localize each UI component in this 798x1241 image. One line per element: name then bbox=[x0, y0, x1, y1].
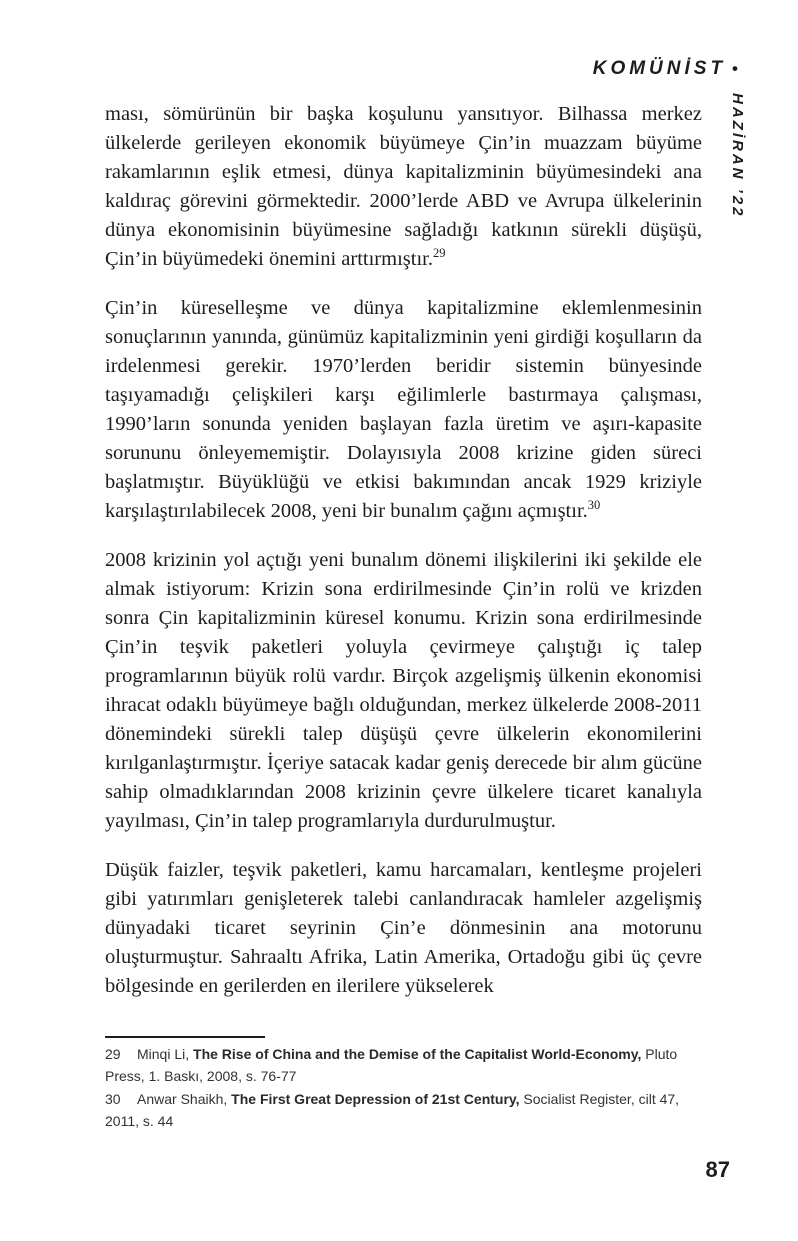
paragraph bbox=[105, 294, 702, 526]
footnote-reference: 30 bbox=[587, 498, 601, 513]
footnotes-section bbox=[105, 1036, 702, 1133]
paragraph-text: Düşük faizler, teşvik paketleri, kamu harcamaları, kentleşme projeleri gibi yatırımları genişleterek talebi canlandıracak hamleler azgelişmiş dünyadaki ticaret seyrinin Çin’e dönmesinin ana motorunu oluşturmuştur. Sahraaltı Afrika, Latin Amerika, Ortadoğu gibi üç çevre bölgesinde en gerilerden en ilerilere yükselerek bbox=[105, 859, 702, 997]
footnote-item bbox=[105, 1088, 702, 1132]
issue-date: HAZİRAN ’22 bbox=[729, 93, 746, 219]
footnote-post-text: Pluto Press, 1. Baskı, 2008, s. 76-77 bbox=[105, 1046, 678, 1084]
footnote-work-title: The First Great Depression of 21st Century, bbox=[231, 1091, 520, 1107]
paragraph bbox=[105, 100, 702, 274]
paragraph bbox=[105, 856, 702, 1001]
bullet-icon: • bbox=[732, 59, 738, 78]
page-number: 87 bbox=[705, 1157, 730, 1182]
paragraph-text: ması, sömürünün bir başka koşulunu yansıtıyor. Bilhassa merkez ülkelerde gerileyen ekonomik büyümeye Çin’in muazzam büyüme rakamlarının eşlik etmesi, dünya kapitalizminin büyümesindeki ana kaldıraç görevini görmektedir. 2000’lerde ABD ve Avrupa ülkelerinin dünya ekonomisinin büyümesine sağladığı katkının sürekli düşüşü, Çin’in büyümedeki önemini arttırmıştır. bbox=[105, 103, 702, 270]
footnote-reference: 29 bbox=[432, 246, 446, 261]
paragraph-text: Çin’in küreselleşme ve dünya kapitalizmine eklemlenmesinin sonuçlarının yanında, günümüz kapitalizminin yeni girdiği koşulların da irdelenmesi gerekir. 1970’lerden beridir sistemin bünyesinde taşıyamadığı çelişkileri karşı eğilimlerle bastırmaya çalışması, 1990’ların sonunda yeniden başlayan fazla üretim ve aşırı-kapasite sorununu önleyememiştir. Dolayısıyla 2008 krizine giden süreci başlatmıştır. Büyüklüğü ve etkisi bakımından ancak 1929 kriziyle karşılaştırılabilecek 2008, yeni bir bunalım çağını açmıştır. bbox=[105, 297, 702, 522]
footnote-item bbox=[105, 1043, 702, 1087]
footnote-number: 30 bbox=[105, 1091, 121, 1107]
footnote-pre-text: Anwar Shaikh, bbox=[137, 1091, 232, 1107]
footnote-pre-text: Minqi Li, bbox=[137, 1046, 194, 1062]
footnote-number: 29 bbox=[105, 1046, 121, 1062]
footnote-work-title: The Rise of China and the Demise of the Capitalist World-Economy, bbox=[193, 1046, 642, 1062]
paragraph bbox=[105, 546, 702, 836]
paragraph-text: 2008 krizinin yol açtığı yeni bunalım dönemi ilişkilerini iki şekilde ele almak istiyorum: Krizin sona erdirilmesinde Çin’in rolü ve krizden sonra Çin kapitalizminin küresel konumu. Krizin sona erdirilmesinde Çin’in teşvik paketleri yoluyla çevirmeye çalıştığı iç talep programlarının büyük rolü vardır. Birçok azgelişmiş ülkenin ekonomisi ihracat odaklı büyümeye bağlı olduğundan, merkez ülkelerde 2008-2011 dönemindeki sürekli talep düşüşü çevre ülkelerin ekonomilerini kırılganlaştırmıştır. İçeriye satacak kadar geniş derecede bir alım gücüne sahip olmadıklarından 2008 krizinin çevre ülkelere ticaret kanalıyla yayılması, Çin’in talep programlarıyla durdurulmuştur. bbox=[105, 549, 702, 832]
footnote-divider bbox=[105, 1036, 265, 1038]
journal-title-text: KOMÜNİST bbox=[592, 58, 727, 79]
journal-title bbox=[593, 58, 738, 80]
footnote-post-text: Socialist Register, cilt 47, 2011, s. 44 bbox=[105, 1091, 680, 1129]
body-text-column bbox=[105, 100, 702, 1021]
